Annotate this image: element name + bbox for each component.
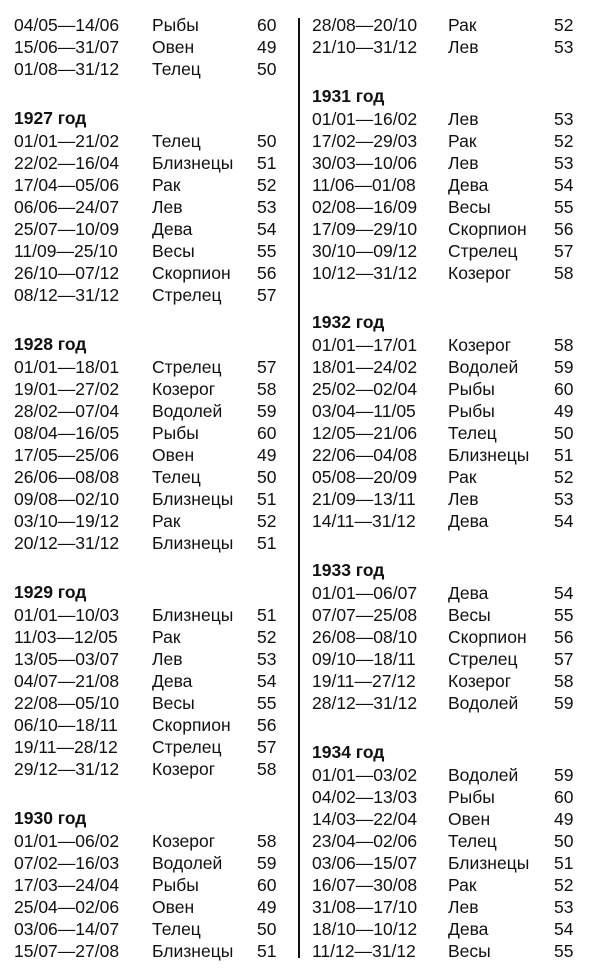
zodiac-sign: Лев (448, 37, 479, 57)
sign-number: 51 (554, 445, 574, 465)
table-row (0, 240, 292, 262)
zodiac-sign: Стрелец (152, 357, 222, 377)
sign-number: 57 (257, 737, 277, 757)
zodiac-sign: Рак (448, 131, 477, 151)
date-range: 13/05—03/07 (14, 649, 120, 669)
sign-number: 60 (257, 15, 277, 35)
table-row (305, 896, 599, 918)
date-range: 05/08—20/09 (312, 467, 418, 487)
table-row (305, 218, 599, 240)
date-range: 11/12—31/12 (312, 941, 416, 961)
date-range: 26/06—08/08 (14, 467, 120, 487)
zodiac-sign: Близнецы (152, 605, 234, 625)
zodiac-sign: Водолей (152, 401, 223, 421)
date-range: 01/01—03/02 (312, 765, 418, 785)
table-row (305, 940, 599, 962)
zodiac-sign: Скорпион (152, 263, 231, 283)
table-row (305, 786, 599, 808)
sign-number: 58 (554, 335, 574, 355)
date-range: 09/10—18/11 (312, 649, 416, 669)
zodiac-sign: Овен (152, 37, 195, 57)
zodiac-sign: Водолей (448, 693, 519, 713)
zodiac-sign: Рак (152, 175, 181, 195)
zodiac-sign: Рак (448, 875, 477, 895)
sign-number: 59 (257, 401, 277, 421)
zodiac-sign: Овен (152, 445, 195, 465)
sign-number: 52 (257, 511, 277, 531)
table-row (305, 648, 599, 670)
sign-number: 58 (257, 379, 277, 399)
zodiac-sign: Близнецы (152, 489, 234, 509)
date-range: 01/01—21/02 (14, 131, 120, 151)
year-heading: 1927 год (14, 108, 87, 128)
sign-number: 54 (554, 919, 574, 939)
sign-number: 50 (257, 467, 277, 487)
table-row (305, 874, 599, 896)
sign-number: 57 (554, 649, 574, 669)
date-range: 08/12—31/12 (14, 285, 120, 305)
table-row (0, 532, 292, 554)
table-row (0, 488, 292, 510)
date-range: 12/05—21/06 (312, 423, 418, 443)
table-row (305, 830, 599, 852)
table-row (0, 284, 292, 306)
table-row (305, 764, 599, 786)
zodiac-sign: Дева (152, 671, 193, 691)
date-range: 17/02—29/03 (312, 131, 418, 151)
table-row (305, 36, 599, 58)
table-row (0, 648, 292, 670)
date-range: 01/01—06/02 (14, 831, 120, 851)
date-range: 04/07—21/08 (14, 671, 120, 691)
zodiac-sign: Дева (448, 511, 489, 531)
date-range: 28/08—20/10 (312, 15, 418, 35)
date-range: 01/01—16/02 (312, 109, 418, 129)
sign-number: 53 (257, 197, 277, 217)
table-row (305, 670, 599, 692)
sign-number: 57 (554, 241, 574, 261)
date-range: 10/12—31/12 (312, 263, 418, 283)
zodiac-sign: Лев (448, 897, 479, 917)
zodiac-sign: Овен (448, 809, 491, 829)
zodiac-sign: Телец (152, 467, 201, 487)
table-row (305, 466, 599, 488)
zodiac-sign: Телец (448, 423, 497, 443)
sign-number: 59 (257, 853, 277, 873)
zodiac-sign: Телец (448, 831, 497, 851)
date-range: 01/01—17/01 (312, 335, 418, 355)
sign-number: 51 (257, 153, 277, 173)
date-range: 11/09—25/10 (14, 241, 118, 261)
sign-number: 55 (257, 693, 277, 713)
table-row (0, 130, 292, 152)
date-range: 18/10—10/12 (312, 919, 418, 939)
table-row (0, 896, 292, 918)
sign-number: 54 (257, 219, 277, 239)
table-row (305, 422, 599, 444)
table-row (0, 466, 292, 488)
zodiac-sign: Телец (152, 59, 201, 79)
zodiac-sign: Близнецы (448, 445, 530, 465)
sign-number: 57 (257, 357, 277, 377)
table-row (305, 604, 599, 626)
date-range: 03/06—14/07 (14, 919, 120, 939)
sign-number: 53 (554, 153, 574, 173)
date-range: 04/02—13/03 (312, 787, 418, 807)
table-row (0, 152, 292, 174)
sign-number: 54 (554, 511, 574, 531)
table-row (0, 510, 292, 532)
sign-number: 58 (554, 263, 574, 283)
table-row (0, 218, 292, 240)
sign-number: 50 (257, 59, 277, 79)
zodiac-sign: Близнецы (152, 153, 234, 173)
date-range: 14/11—31/12 (312, 511, 416, 531)
table-row (305, 130, 599, 152)
sign-number: 60 (554, 379, 574, 399)
date-range: 09/08—02/10 (14, 489, 120, 509)
sign-number: 52 (554, 131, 574, 151)
date-range: 28/02—07/04 (14, 401, 120, 421)
sign-number: 49 (257, 37, 277, 57)
sign-number: 55 (257, 241, 277, 261)
zodiac-sign: Весы (448, 197, 491, 217)
zodiac-sign: Рак (448, 15, 477, 35)
date-range: 15/06—31/07 (14, 37, 120, 57)
date-range: 31/08—17/10 (312, 897, 418, 917)
sign-number: 53 (257, 649, 277, 669)
date-range: 25/07—10/09 (14, 219, 120, 239)
table-row (0, 400, 292, 422)
date-range: 22/06—04/08 (312, 445, 418, 465)
date-range: 04/05—14/06 (14, 15, 120, 35)
year-heading: 1933 год (312, 560, 385, 580)
date-range: 11/06—01/08 (312, 175, 416, 195)
sign-number: 51 (257, 605, 277, 625)
table-row (305, 174, 599, 196)
zodiac-sign: Овен (152, 897, 195, 917)
zodiac-sign: Козерог (152, 831, 216, 851)
date-range: 25/02—02/04 (312, 379, 418, 399)
zodiac-sign: Рыбы (152, 15, 199, 35)
zodiac-sign: Рыбы (152, 875, 199, 895)
table-row (0, 196, 292, 218)
zodiac-sign: Козерог (448, 263, 512, 283)
sign-number: 49 (257, 897, 277, 917)
zodiac-sign: Водолей (152, 853, 223, 873)
table-row (305, 240, 599, 262)
table-row (305, 108, 599, 130)
zodiac-sign: Рак (152, 511, 181, 531)
date-range: 03/06—15/07 (312, 853, 418, 873)
sign-number: 54 (554, 175, 574, 195)
table-row (0, 58, 292, 80)
zodiac-sign: Лев (152, 197, 183, 217)
table-row (305, 582, 599, 604)
table-row (305, 356, 599, 378)
zodiac-sign: Рыбы (152, 423, 199, 443)
zodiac-sign: Стрелец (448, 649, 518, 669)
table-row (0, 604, 292, 626)
sign-number: 56 (257, 715, 277, 735)
table-row (305, 152, 599, 174)
zodiac-sign: Рыбы (448, 401, 495, 421)
table-row (0, 852, 292, 874)
table-row (0, 626, 292, 648)
zodiac-sign: Близнецы (152, 533, 234, 553)
sign-number: 52 (554, 15, 574, 35)
table-row (0, 874, 292, 896)
date-range: 21/09—13/11 (312, 489, 416, 509)
sign-number: 51 (257, 941, 277, 961)
table-row (305, 488, 599, 510)
zodiac-sign: Лев (152, 649, 183, 669)
table-row (305, 510, 599, 532)
year-heading: 1932 год (312, 312, 385, 332)
zodiac-sign: Козерог (448, 671, 512, 691)
table-row (0, 422, 292, 444)
table-row (0, 830, 292, 852)
zodiac-sign: Рыбы (448, 379, 495, 399)
zodiac-sign: Стрелец (152, 737, 222, 757)
sign-number: 59 (554, 357, 574, 377)
zodiac-sign: Весы (448, 941, 491, 961)
sign-number: 53 (554, 489, 574, 509)
table-row (305, 808, 599, 830)
table-row (0, 14, 292, 36)
date-range: 11/03—12/05 (14, 627, 118, 647)
table-row (0, 670, 292, 692)
table-row (0, 714, 292, 736)
zodiac-sign: Козерог (152, 379, 216, 399)
date-range: 16/07—30/08 (312, 875, 418, 895)
table-row (0, 940, 292, 962)
sign-number: 53 (554, 897, 574, 917)
year-heading: 1931 год (312, 86, 385, 106)
sign-number: 58 (257, 831, 277, 851)
date-range: 01/01—06/07 (312, 583, 418, 603)
zodiac-sign: Весы (448, 605, 491, 625)
sign-number: 52 (554, 875, 574, 895)
table-row (0, 36, 292, 58)
table-row (305, 692, 599, 714)
zodiac-sign: Весы (152, 693, 195, 713)
sign-number: 54 (554, 583, 574, 603)
zodiac-sign: Рыбы (448, 787, 495, 807)
date-range: 25/04—02/06 (14, 897, 120, 917)
sign-number: 49 (257, 445, 277, 465)
zodiac-sign: Дева (448, 583, 489, 603)
zodiac-sign: Козерог (152, 759, 216, 779)
date-range: 17/04—05/06 (14, 175, 120, 195)
sign-number: 58 (554, 671, 574, 691)
zodiac-sign: Лев (448, 109, 479, 129)
sign-number: 53 (554, 37, 574, 57)
sign-number: 51 (554, 853, 574, 873)
zodiac-sign: Телец (152, 919, 201, 939)
sign-number: 55 (554, 197, 574, 217)
date-range: 20/12—31/12 (14, 533, 120, 553)
date-range: 22/02—16/04 (14, 153, 120, 173)
sign-number: 54 (257, 671, 277, 691)
date-range: 26/10—07/12 (14, 263, 120, 283)
date-range: 17/05—25/06 (14, 445, 120, 465)
sign-number: 52 (554, 467, 574, 487)
zodiac-sign: Близнецы (152, 941, 234, 961)
date-range: 29/12—31/12 (14, 759, 120, 779)
table-row (0, 356, 292, 378)
date-range: 06/10—18/11 (14, 715, 118, 735)
sign-number: 59 (554, 765, 574, 785)
zodiac-sign: Скорпион (152, 715, 231, 735)
zodiac-sign: Скорпион (448, 219, 527, 239)
date-range: 03/10—19/12 (14, 511, 120, 531)
date-range: 26/08—08/10 (312, 627, 418, 647)
date-range: 19/11—28/12 (14, 737, 118, 757)
date-range: 06/06—24/07 (14, 197, 120, 217)
date-range: 30/03—10/06 (312, 153, 418, 173)
zodiac-sign: Лев (448, 153, 479, 173)
date-range: 22/08—05/10 (14, 693, 120, 713)
sign-number: 49 (554, 401, 574, 421)
sign-number: 56 (554, 219, 574, 239)
table-row (305, 918, 599, 940)
sign-number: 56 (257, 263, 277, 283)
year-heading: 1929 год (14, 582, 87, 602)
date-range: 19/11—27/12 (312, 671, 416, 691)
date-range: 01/01—10/03 (14, 605, 120, 625)
zodiac-sign: Водолей (448, 765, 519, 785)
zodiac-sign: Стрелец (448, 241, 518, 261)
table-row (0, 378, 292, 400)
date-range: 28/12—31/12 (312, 693, 418, 713)
sign-number: 50 (257, 919, 277, 939)
zodiac-sign: Дева (448, 175, 489, 195)
date-range: 01/01—18/01 (14, 357, 120, 377)
sign-number: 51 (257, 489, 277, 509)
date-range: 17/03—24/04 (14, 875, 120, 895)
date-range: 07/02—16/03 (14, 853, 120, 873)
year-heading: 1930 год (14, 808, 87, 828)
sign-number: 50 (554, 831, 574, 851)
sign-number: 56 (554, 627, 574, 647)
column-divider (298, 18, 300, 958)
table-row (0, 692, 292, 714)
sign-number: 55 (554, 605, 574, 625)
table-row (0, 444, 292, 466)
zodiac-sign: Дева (448, 919, 489, 939)
table-row (305, 400, 599, 422)
zodiac-sign: Козерог (448, 335, 512, 355)
date-range: 08/04—16/05 (14, 423, 120, 443)
table-row (305, 262, 599, 284)
zodiac-sign: Телец (152, 131, 201, 151)
zodiac-sign: Водолей (448, 357, 519, 377)
sign-number: 52 (257, 627, 277, 647)
table-row (0, 758, 292, 780)
sign-number: 57 (257, 285, 277, 305)
table-row (0, 174, 292, 196)
date-range: 18/01—24/02 (312, 357, 418, 377)
date-range: 21/10—31/12 (312, 37, 418, 57)
table-row (0, 736, 292, 758)
sign-number: 58 (257, 759, 277, 779)
date-range: 07/07—25/08 (312, 605, 418, 625)
date-range: 15/07—27/08 (14, 941, 120, 961)
table-row (305, 852, 599, 874)
zodiac-sign: Рак (448, 467, 477, 487)
year-heading: 1928 год (14, 334, 87, 354)
table-row (305, 626, 599, 648)
table-row (0, 262, 292, 284)
table-row (305, 334, 599, 356)
date-range: 01/08—31/12 (14, 59, 120, 79)
date-range: 02/08—16/09 (312, 197, 418, 217)
sign-number: 52 (257, 175, 277, 195)
zodiac-sign: Весы (152, 241, 195, 261)
sign-number: 51 (257, 533, 277, 553)
sign-number: 50 (554, 423, 574, 443)
date-range: 19/01—27/02 (14, 379, 120, 399)
table-row (305, 378, 599, 400)
sign-number: 55 (554, 941, 574, 961)
sign-number: 59 (554, 693, 574, 713)
sign-number: 60 (257, 423, 277, 443)
date-range: 03/04—11/05 (312, 401, 416, 421)
zodiac-sign: Стрелец (152, 285, 222, 305)
zodiac-sign: Рак (152, 627, 181, 647)
date-range: 30/10—09/12 (312, 241, 418, 261)
zodiac-sign: Скорпион (448, 627, 527, 647)
table-row (305, 14, 599, 36)
year-heading: 1934 год (312, 742, 385, 762)
zodiac-sign: Лев (448, 489, 479, 509)
date-range: 14/03—22/04 (312, 809, 418, 829)
table-row (305, 444, 599, 466)
sign-number: 60 (257, 875, 277, 895)
zodiac-sign: Дева (152, 219, 193, 239)
date-range: 23/04—02/06 (312, 831, 418, 851)
zodiac-sign: Близнецы (448, 853, 530, 873)
sign-number: 49 (554, 809, 574, 829)
sign-number: 60 (554, 787, 574, 807)
date-range: 17/09—29/10 (312, 219, 418, 239)
sign-number: 53 (554, 109, 574, 129)
sign-number: 50 (257, 131, 277, 151)
table-row (0, 918, 292, 940)
table-row (305, 196, 599, 218)
